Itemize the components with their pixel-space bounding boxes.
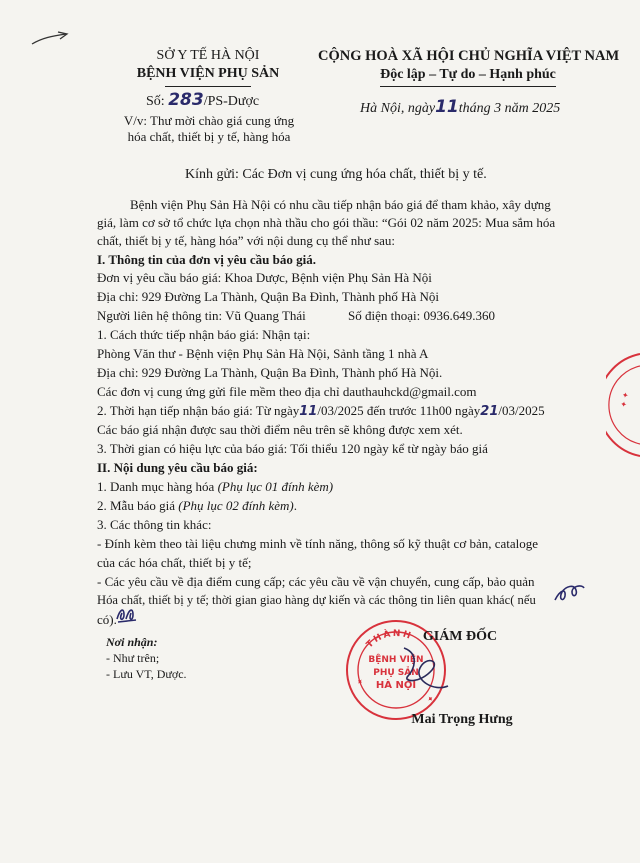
deadline-line	[97, 403, 545, 419]
date-day-handwritten: 11	[435, 97, 459, 117]
edge-stamp-fragment	[606, 350, 640, 460]
department-name: SỞ Y TẾ HÀ NỘI	[156, 48, 260, 63]
quote-template-note: (Phụ lục 02 đính kèm)	[178, 498, 294, 513]
date-prefix: Hà Nội, ngày	[360, 101, 436, 116]
number-prefix: Số:	[146, 94, 165, 109]
subject-line-2: hóa chất, thiết bị y tế, hàng hóa	[127, 129, 291, 144]
handwritten-initial-mark	[114, 603, 140, 625]
director-signature	[390, 640, 460, 700]
validity-period: 3. Thời gian có hiệu lực của báo giá: Tối thiểu 120 ngày kể từ ngày báo giá	[97, 441, 488, 456]
stamp-line-2: PHỤ SẢN	[373, 668, 419, 678]
pen-scribble	[30, 30, 70, 50]
date-suffix: tháng 3 năm 2025	[458, 101, 561, 116]
greeting	[185, 167, 487, 183]
attachment-requirement-1: - Đính kèm theo tài liệu chưng minh về tính năng, thông số kỹ thuật cơ bản, cataloge	[97, 536, 539, 551]
recipient-item: - Lưu VT, Dược.	[106, 667, 187, 681]
number-handwritten: 283	[168, 90, 204, 110]
stamp-line-1: BỆNH VIỆN	[368, 655, 424, 665]
motto: Độc lập – Tự do – Hạnh phúc	[380, 67, 556, 82]
deadline-text-a: 2. Thời hạn tiếp nhận báo giá: Từ ngày	[97, 403, 300, 418]
deadline-text-b: /03/2025 đến trước 11h00 ngày	[317, 403, 481, 418]
intro-line-2: giá, làm cơ sở tổ chức lựa chọn nhà thầu cho gói thầu: “Gói 02 năm 2025: Mua sắm hóa	[97, 215, 556, 230]
delivery-requirement-1: - Các yêu cầu về địa điểm cung cấp; các yêu cầu về vận chuyển, cung cấp, bảo quản	[97, 574, 535, 589]
greeting-label: Kính gửi:	[185, 167, 239, 182]
svg-text:✦ ✦: ✦ ✦	[619, 391, 631, 409]
signature-title: GIÁM ĐỐC	[422, 629, 498, 644]
receiving-office: Phòng Văn thư - Bệnh viện Phụ Sản Hà Nội, Sảnh tầng 1 nhà A	[97, 346, 429, 361]
receipt-method: 1. Cách thức tiếp nhận báo giá: Nhận tại:	[97, 327, 311, 342]
subject-line-1: V/v: Thư mời chào giá cung ứng	[123, 113, 295, 128]
deadline-day-2: 21	[480, 404, 499, 419]
delivery-requirement-2: Hóa chất, thiết bị y tế; thời gian giao hàng dự kiến và các thông tin liên quan khác( nếu	[97, 593, 536, 607]
quote-template-end: .	[293, 498, 298, 513]
deadline-day-1: 11	[299, 404, 318, 419]
contact-person: Người liên hệ thông tin: Vũ Quang Thái	[97, 308, 306, 323]
section-1-heading: I. Thông tin của đơn vị yêu cầu báo giá.	[97, 252, 316, 267]
recipients-label: Nơi nhận:	[106, 635, 158, 649]
quote-template-item	[97, 498, 297, 514]
stamp-line-3: HÀ NỘI	[375, 680, 417, 691]
late-submission-note: Các báo giá nhận được sau thời điểm nêu trên sẽ không được xem xét.	[97, 422, 463, 437]
email-instruction: Các đơn vị cung ứng gửi file mềm theo địa chỉ dauthauhckd@gmail.com	[97, 384, 477, 399]
deadline-text-c: /03/2025	[498, 403, 545, 418]
number-suffix: /PS-Dược	[203, 94, 260, 109]
greeting-text: Các Đơn vị cung ứng hóa chất, thiết bị y tế.	[242, 167, 487, 182]
svg-text:✦: ✦	[424, 693, 436, 705]
motto-underline	[380, 86, 556, 87]
goods-list-note: (Phụ lục 01 đính kèm)	[217, 479, 334, 494]
section-2-heading: II. Nội dung yêu cầu báo giá:	[97, 460, 258, 475]
hospital-underline	[165, 86, 251, 87]
hospital-name: BỆNH VIỆN PHỤ SẢN	[136, 66, 280, 81]
intro-line-3: chất, thiết bị y tế, hàng hóa” với nội dung cụ thể như sau:	[97, 233, 396, 248]
intro-line-1: Bệnh viện Phụ Sản Hà Nội có nhu cầu tiếp nhận báo giá để tham khảo, xây dựng	[130, 197, 551, 212]
contact-phone: Số điện thoại: 0936.649.360	[348, 308, 495, 323]
quote-template-text: 2. Mẫu báo giá	[97, 498, 175, 513]
handwritten-margin-mark	[552, 580, 586, 606]
recipient-item: - Như trên;	[106, 651, 160, 665]
requesting-unit: Đơn vị yêu cầu báo giá: Khoa Dược, Bệnh viện Phụ Sản Hà Nội	[97, 270, 432, 285]
attachment-requirement-2: của các hóa chất, thiết bị y tế;	[97, 555, 252, 570]
delivery-requirement-3: có).	[97, 612, 117, 627]
issue-date	[360, 97, 560, 117]
other-info-heading: 3. Các thông tin khác:	[97, 517, 212, 532]
goods-list-text: 1. Danh mục hàng hóa	[97, 479, 215, 494]
office-address: Địa chỉ: 929 Đường La Thành, Quận Ba Đình, Thành phố Hà Nội.	[97, 365, 443, 380]
nation-title: CỘNG HOÀ XÃ HỘI CHỦ NGHĨA VIỆT NAM	[318, 48, 620, 64]
stamp-arc-text: THÀNH	[364, 628, 414, 651]
document-number	[146, 90, 259, 110]
goods-list-item	[97, 479, 333, 495]
signer-name: Mai Trọng Hưng	[411, 712, 513, 727]
svg-text:✦: ✦	[354, 676, 366, 688]
unit-address: Địa chỉ: 929 Đường La Thành, Quận Ba Đình, Thành phố Hà Nội	[97, 289, 439, 304]
